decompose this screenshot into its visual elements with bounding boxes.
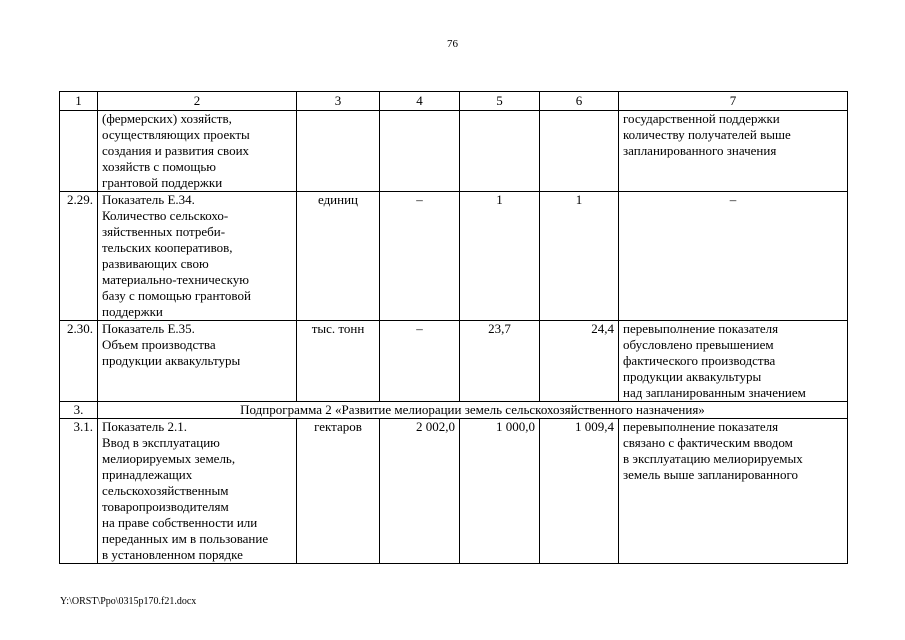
table-row <box>60 419 848 564</box>
indicator-name <box>98 111 297 192</box>
file-path-footer: Y:\ORST\Ppo\0315p170.f21.docx <box>60 596 197 607</box>
section-row <box>60 402 848 419</box>
value-cell: 1 009,4 <box>540 419 619 564</box>
text-line: базу с помощью грантовой <box>102 288 251 303</box>
value-cell: 24,4 <box>540 321 619 402</box>
column-number: 3 <box>297 92 380 111</box>
text-line: Ввод в эксплуатацию <box>102 435 220 450</box>
text-line: осуществляющих проекты <box>102 127 250 142</box>
text-line: – <box>729 192 737 207</box>
text-line: Объем производства <box>102 337 216 352</box>
value-cell: 2 002,0 <box>380 419 460 564</box>
table-row <box>60 192 848 321</box>
row-number: 3.1. <box>60 419 98 564</box>
value-cell <box>460 111 540 192</box>
text-line: (фермерских) хозяйств, <box>102 111 232 126</box>
note-cell <box>619 419 848 564</box>
indicators-table <box>59 91 848 564</box>
column-number: 6 <box>540 92 619 111</box>
unit-cell <box>297 111 380 192</box>
text-line: принадлежащих <box>102 467 193 482</box>
text-line: сельскохозяйственным <box>102 483 229 498</box>
text-line: мелиорируемых земель, <box>102 451 236 466</box>
row-number <box>60 111 98 192</box>
note-cell <box>619 321 848 402</box>
value-cell <box>540 111 619 192</box>
text-line: запланированного значения <box>623 143 777 158</box>
table-row <box>60 111 848 192</box>
value-cell: 1 <box>460 192 540 321</box>
text-line: переданных им в пользование <box>102 531 269 546</box>
text-line: над запланированным значением <box>623 385 806 400</box>
text-line: в эксплуатацию мелиорируемых <box>623 451 803 466</box>
text-line: Показатель 2.1. <box>102 419 187 434</box>
indicator-name <box>98 192 297 321</box>
text-line: государственной поддержки <box>623 111 780 126</box>
text-line: фактического производства <box>623 353 776 368</box>
row-number: 2.30. <box>60 321 98 402</box>
section-title: Подпрограмма 2 «Развитие мелиорации земель сельскохозяйственного назначения» <box>98 402 848 419</box>
text-line: товаропроизводителям <box>102 499 229 514</box>
column-number-row <box>60 92 848 111</box>
text-line: зяйственных потреби- <box>102 224 226 239</box>
unit-cell: гектаров <box>297 419 380 564</box>
text-line: создания и развития своих <box>102 143 250 158</box>
text-line: материально-техническую <box>102 272 250 287</box>
page-number: 76 <box>447 38 458 50</box>
unit-cell: тыс. тонн <box>297 321 380 402</box>
text-line: Показатель Е.35. <box>102 321 195 336</box>
text-line: хозяйств с помощью <box>102 159 217 174</box>
value-cell: – <box>380 192 460 321</box>
text-line: на праве собственности или <box>102 515 258 530</box>
indicator-name <box>98 419 297 564</box>
unit-cell: единиц <box>297 192 380 321</box>
column-number: 2 <box>98 92 297 111</box>
value-cell: 1 <box>540 192 619 321</box>
note-cell <box>619 111 848 192</box>
text-line: продукции аквакультуры <box>102 353 241 368</box>
text-line: связано с фактическим вводом <box>623 435 793 450</box>
text-line: грантовой поддержки <box>102 175 223 190</box>
text-line: поддержки <box>102 304 163 319</box>
column-number: 5 <box>460 92 540 111</box>
text-line: перевыполнение показателя <box>623 419 779 434</box>
text-line: перевыполнение показателя <box>623 321 779 336</box>
text-line: земель выше запланированного <box>623 467 798 482</box>
value-cell <box>380 111 460 192</box>
value-cell: 23,7 <box>460 321 540 402</box>
indicator-name <box>98 321 297 402</box>
row-number: 2.29. <box>60 192 98 321</box>
column-number: 4 <box>380 92 460 111</box>
text-line: в установленном порядке <box>102 547 243 562</box>
text-line: Показатель Е.34. <box>102 192 195 207</box>
text-line: обусловлено превышением <box>623 337 774 352</box>
text-line: развивающих свою <box>102 256 209 271</box>
column-number: 7 <box>619 92 848 111</box>
text-line: Количество сельскохо- <box>102 208 229 223</box>
note-cell <box>619 192 848 321</box>
text-line: продукции аквакультуры <box>623 369 762 384</box>
value-cell: – <box>380 321 460 402</box>
value-cell: 1 000,0 <box>460 419 540 564</box>
section-number: 3. <box>60 402 98 419</box>
table-row <box>60 321 848 402</box>
text-line: количеству получателей выше <box>623 127 791 142</box>
text-line: тельских кооперативов, <box>102 240 233 255</box>
column-number: 1 <box>60 92 98 111</box>
